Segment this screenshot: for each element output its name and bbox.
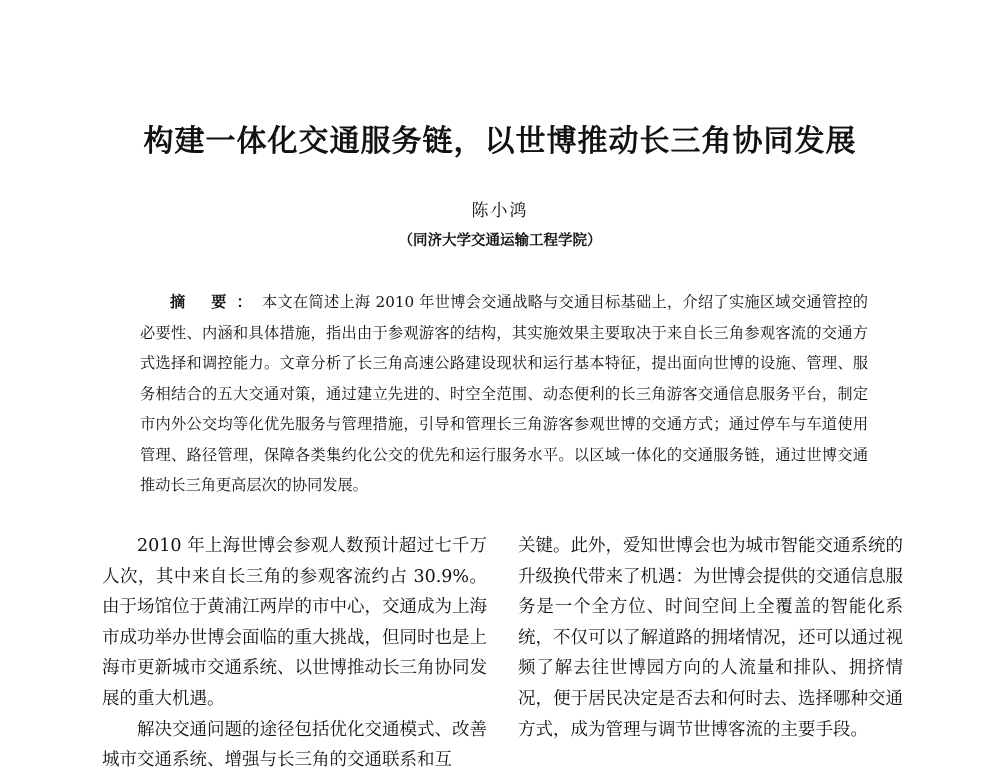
paper-title: 构建一体化交通服务链，以世博推动长三角协同发展 [143,124,857,159]
body-left-column [102,531,487,776]
author-name: 陈小鸿 [471,201,529,221]
abstract [140,287,868,501]
abstract-text: 本文在简述上海 2010 年世博会交通战略与交通目标基础上，介绍了实施区域交通管控的必要性、内涵和具体措施，指出由于参观游客的结构，其实施效果主要取决于来自长三角参观客流的交通方式选择和调控能力。文章分析了长三角高速公路建设现状和运行基本特征，提出面向世博的设施、管理、服务相结合的五大交通对策，通过建立先进的、时空全范围、动态便利的长三角游客交通信息服务平台，制定市内外公交均等化优先服务与管理措施，引导和管理长三角游客参观世博的交通方式；通过停车与车道使用管理、路径管理，保障各类集约化公交的优先和运行服务水平。以区域一体化的交通服务链，通过世博交通推动长三角更高层次的协同发展。 [140,293,868,494]
body-paragraph: 解决交通问题的途径包括优化交通模式、改善城市交通系统、增强与长三角的交通联系和互 [102,719,487,771]
author-affiliation: （同济大学交通运输工程学院） [398,232,602,249]
body-paragraph: 2010 年上海世博会参观人数预计超过七千万人次，其中来自长三角的参观客流约占 30.9%。由于场馆位于黄浦江两岸的市中心，交通成为上海市成功举办世博会面临的重大挑战，但同时也是上海市更新城市交通系统、以世博推动长三角协同发展的重大机遇。 [102,536,487,709]
abstract-label: 摘 要： [170,293,263,311]
body-paragraph: 关键。此外，爱知世博会也为城市智能交通系统的升级换代带来了机遇：为世博会提供的交通信息服务是一个全方位、时间空间上全覆盖的智能化系统，不仅可以了解道路的拥堵情况，还可以通过视频了解去往世博园方向的人流量和排队、拥挤情况，便于居民决定是否去和何时去、选择哪种交通方式，成为管理与调节世博客流的主要手段。 [518,536,903,740]
body-right-column [518,531,903,745]
